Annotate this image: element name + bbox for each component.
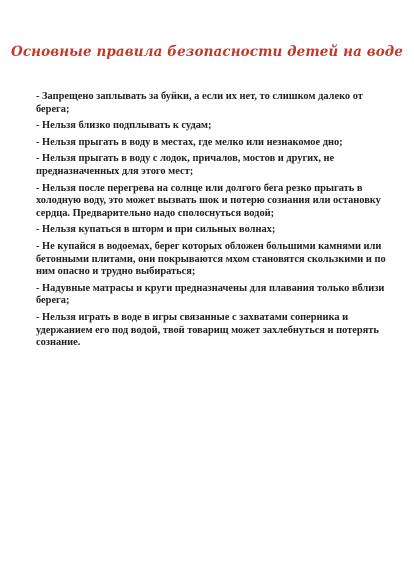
list-item: - Запрещено заплывать за буйки, а если их нет, то слишком далеко от берега; [36,91,363,115]
list-item: - Не купайся в водоемах, берег которых обложен большими камнями или бетонными плитами, они покрываются мхом становятся скользкими и по ним опасно и трудно выбираться; [36,240,386,278]
list-item: - Нельзя играть в воде в игры связанные с захватами соперника и удержанием его под водой, твой товарищ может захлебнуться и потерять сознание. [36,311,379,349]
list-item: - Нельзя после перегрева на солнце или долгого бега резко прыгать в холодную воду, это может вызвать шок и потерю сознания или остановку сердца. Предварительно надо сполоснуться водой; [36,182,381,219]
page-title: Основные правила безопасности детей на воде [11,44,403,60]
list-item: - Нельзя близко подплывать к судам; [36,120,212,132]
list-item: - Нельзя купаться в шторм и при сильных волнах; [36,224,276,236]
list-item: - Нельзя прыгать в воду с лодок, причалов, мостов и других, не предназначенных для этого мест; [36,153,335,177]
list-item: - Нельзя прыгать в воду в местах, где мелко или незнакомое дно; [36,136,343,148]
list-item: - Надувные матрасы и круги предназначены для плавания только вблизи берега; [36,282,385,307]
rules-list [36,91,390,354]
